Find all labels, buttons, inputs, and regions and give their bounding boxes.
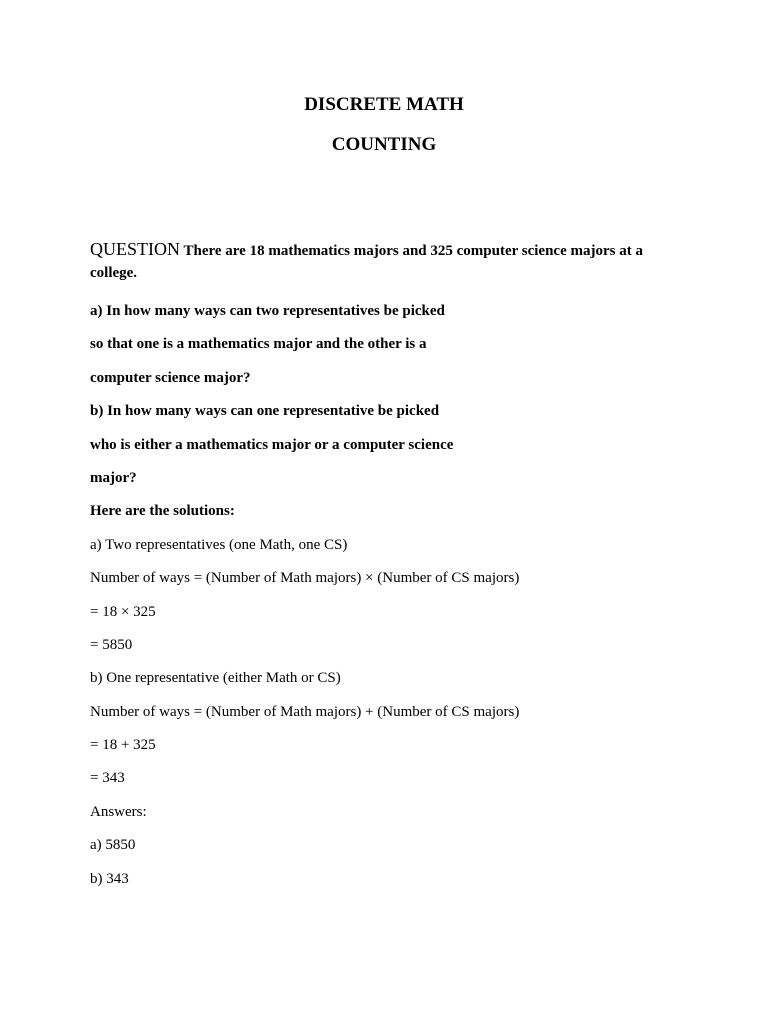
question-text: There are 18 mathematics majors and 325 computer science majors at a college.	[90, 243, 643, 281]
text-line: Here are the solutions:	[90, 503, 235, 520]
document-body	[90, 238, 680, 888]
text-line: Answers:	[90, 803, 147, 820]
text-line: = 343	[90, 770, 125, 787]
document-subtitle: COUNTING	[331, 134, 437, 155]
text-line: b) 343	[90, 870, 129, 887]
text-line: Number of ways = (Number of Math majors) × (Number of CS majors)	[90, 570, 520, 587]
text-line: computer science major?	[90, 369, 251, 386]
question-paragraph	[90, 238, 680, 284]
text-lines	[90, 302, 680, 888]
document-title: DISCRETE MATH	[304, 94, 464, 115]
text-line: Number of ways = (Number of Math majors) + (Number of CS majors)	[90, 703, 520, 720]
text-line: = 5850	[90, 636, 133, 653]
text-line: b) One representative (either Math or CS)	[90, 670, 341, 687]
text-line: b) In how many ways can one representative be picked	[90, 403, 440, 420]
text-line: major?	[90, 469, 137, 486]
text-line: who is either a mathematics major or a computer science	[90, 436, 454, 453]
text-line: a) 5850	[90, 837, 136, 854]
text-line: a) In how many ways can two representatives be picked	[90, 303, 445, 319]
text-line: so that one is a mathematics major and the other is a	[90, 336, 427, 353]
text-line: a) Two representatives (one Math, one CS)	[90, 536, 348, 553]
question-label: QUESTION	[90, 239, 180, 259]
text-line: = 18 + 325	[90, 737, 156, 754]
text-line: = 18 × 325	[90, 603, 156, 620]
